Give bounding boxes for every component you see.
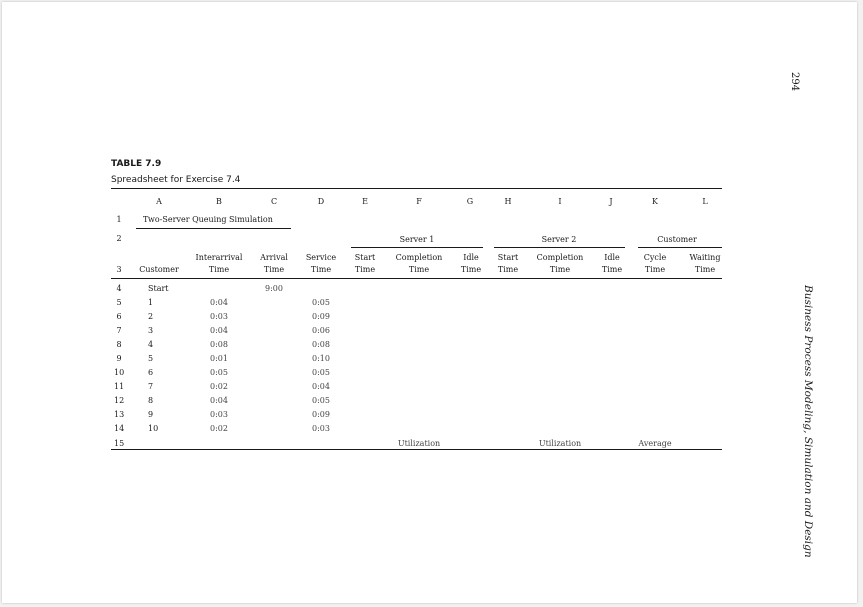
row-number: 6 [116, 312, 122, 321]
cell-service: 0:03 [312, 424, 330, 433]
column-letter: F [416, 197, 422, 206]
server2-underline [494, 247, 625, 248]
header-start2-1: Start [497, 253, 519, 262]
column-letter: A [156, 197, 162, 206]
row-number: 12 [114, 396, 125, 405]
sheet-title: Two-Server Queuing Simulation [143, 215, 273, 224]
cell-customer: 1 [148, 298, 154, 307]
page-number: 294 [789, 72, 800, 92]
header-interarrival-2: Time [208, 265, 230, 274]
header-interarrival-1: Interarrival [195, 253, 243, 262]
column-letter: E [362, 197, 368, 206]
column-letter: K [652, 197, 658, 206]
header-customer: Customer [139, 265, 179, 274]
group-header-server2: Server 2 [541, 235, 577, 244]
row-number: 13 [114, 410, 125, 419]
header-service-2: Time [310, 265, 332, 274]
cell-customer: 3 [148, 326, 154, 335]
start-label: Start [148, 284, 169, 293]
header-waiting-1: Waiting [689, 253, 721, 262]
table-bottom-rule [111, 449, 722, 450]
row-number: 2 [116, 234, 122, 243]
footer-average: Average [638, 439, 672, 448]
row-number: 15 [114, 439, 125, 448]
cell-service: 0:05 [312, 368, 330, 377]
table-label: TABLE 7.9 [111, 159, 162, 169]
cell-interarrival: 0:08 [210, 340, 228, 349]
header-completion1-2: Time [408, 265, 430, 274]
column-letter: B [216, 197, 222, 206]
cell-customer: 2 [148, 312, 154, 321]
header-idle1-2: Time [460, 265, 482, 274]
table-top-rule [111, 188, 722, 189]
cell-service: 0:05 [312, 298, 330, 307]
cell-interarrival: 0:04 [210, 326, 228, 335]
row-number: 8 [116, 340, 122, 349]
footer-utilization-server1: Utilization [397, 439, 441, 448]
cell-interarrival: 0:04 [210, 298, 228, 307]
cell-service: 0:05 [312, 396, 330, 405]
row-number: 14 [114, 424, 125, 433]
cell-customer: 10 [148, 424, 159, 433]
cell-interarrival: 0:01 [210, 354, 228, 363]
cell-interarrival: 0:02 [210, 382, 228, 391]
table-caption: Spreadsheet for Exercise 7.4 [111, 175, 241, 185]
column-letter: H [504, 197, 512, 206]
row-number: 9 [116, 354, 122, 363]
header-completion1-1: Completion [395, 253, 443, 262]
header-idle2-2: Time [601, 265, 623, 274]
header-cycle-2: Time [644, 265, 666, 274]
cell-interarrival: 0:04 [210, 396, 228, 405]
server1-underline [351, 247, 483, 248]
cell-customer: 4 [148, 340, 154, 349]
header-cycle-1: Cycle [643, 253, 667, 262]
column-letter: I [558, 197, 562, 206]
column-letter: G [466, 197, 474, 206]
row-number: 4 [116, 284, 122, 293]
header-bottom-rule [111, 278, 722, 279]
column-letter: J [609, 197, 613, 206]
cell-interarrival: 0:02 [210, 424, 228, 433]
header-start1-1: Start [354, 253, 376, 262]
header-completion2-1: Completion [536, 253, 584, 262]
cell-service: 0:10 [312, 354, 330, 363]
cell-service: 0:09 [312, 410, 330, 419]
cell-service: 0:09 [312, 312, 330, 321]
header-idle2-1: Idle [604, 253, 620, 262]
header-start2-2: Time [497, 265, 519, 274]
running-book-title: Business Process Modeling, Simulation and Design [802, 285, 814, 558]
group-header-server1: Server 1 [399, 235, 435, 244]
row-number: 11 [114, 382, 125, 391]
column-letter: C [270, 197, 278, 206]
group-header-customer: Customer [657, 235, 697, 244]
cell-interarrival: 0:03 [210, 312, 228, 321]
row-number: 10 [114, 368, 125, 377]
row-number: 3 [116, 265, 122, 274]
cell-customer: 8 [148, 396, 154, 405]
customer-underline [638, 247, 722, 248]
header-waiting-2: Time [694, 265, 716, 274]
row-number: 7 [116, 326, 122, 335]
column-letter: L [702, 197, 708, 206]
cell-service: 0:04 [312, 382, 330, 391]
row-number: 1 [116, 215, 122, 224]
cell-interarrival: 0:03 [210, 410, 228, 419]
row-number: 5 [116, 298, 122, 307]
start-arrival-time: 9:00 [265, 284, 283, 293]
footer-utilization-server2: Utilization [538, 439, 582, 448]
cell-service: 0:08 [312, 340, 330, 349]
cell-service: 0:06 [312, 326, 330, 335]
header-start1-2: Time [354, 265, 376, 274]
document-page [2, 2, 857, 603]
cell-customer: 7 [148, 382, 154, 391]
header-arrival-2: Time [263, 265, 285, 274]
cell-customer: 5 [148, 354, 154, 363]
header-completion2-2: Time [549, 265, 571, 274]
cell-customer: 9 [148, 410, 154, 419]
cell-interarrival: 0:05 [210, 368, 228, 377]
header-service-1: Service [305, 253, 337, 262]
column-letter: D [317, 197, 325, 206]
header-idle1-1: Idle [463, 253, 479, 262]
header-arrival-1: Arrival [260, 253, 288, 262]
cell-customer: 6 [148, 368, 154, 377]
sheet-title-underline [136, 228, 291, 229]
